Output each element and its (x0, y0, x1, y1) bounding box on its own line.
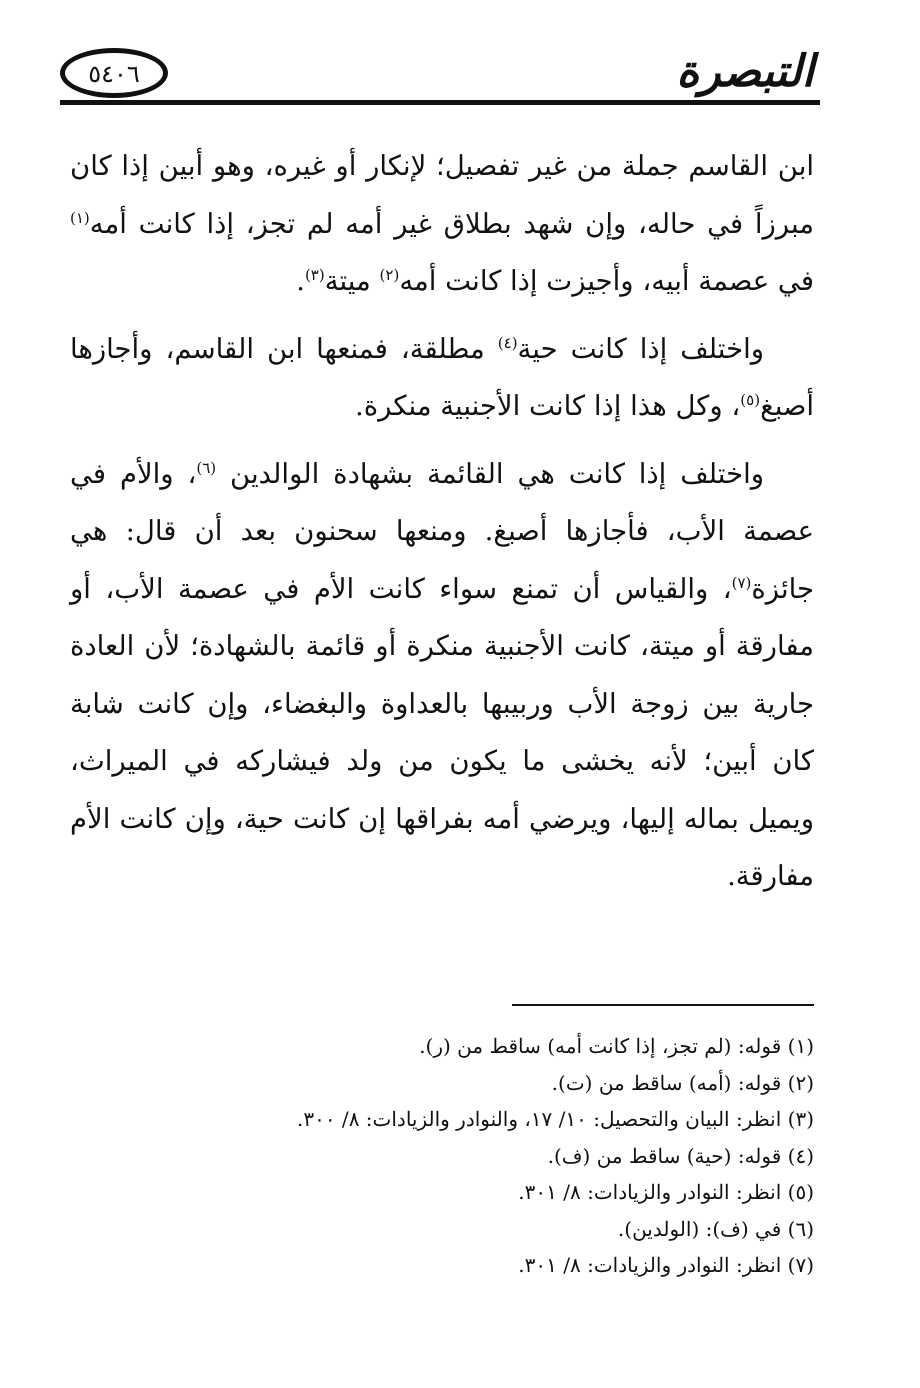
text-segment: ، والقياس أن تمنع سواء كانت الأم في عصمة الأب، أو مفارقة أو ميتة، كانت الأجنبية منكرة أو قائمة بالشهادة؛ لأن العادة جارية بين زوجة الأب وربيبها بالعداوة والبغضاء، وإن كانت شابة كان أبين؛ لأنه يخشى ما يكون من ولد فيشاركه في الميراث، ويميل بماله إليها، ويرضي أمه بفراقها إن كانت حية، وإن كانت الأم مفارقة. (70, 572, 814, 892)
footnote-4: (٤) قوله: (حية) ساقط من (ف). (547, 1143, 814, 1168)
footnote-2: (٢) قوله: (أمه) ساقط من (ت). (551, 1070, 814, 1095)
footnote-reference: (٧) (731, 573, 752, 592)
footnotes (114, 1028, 814, 1284)
page-number-badge (60, 48, 168, 98)
text-segment: ابن القاسم جملة من غير تفصيل؛ لإنكار أو غيره، وهو أبين إذا كان مبرزاً في حاله، وإن شهد بطلاق غير أمه لم تجز، إذا كانت أمه (70, 150, 814, 240)
text-segment: ، والأم في عصمة الأب، فأجازها أصبغ. ومنعها سحنون بعد أن قال: هي جائزة (70, 457, 814, 605)
page-header (60, 42, 820, 112)
footnote-reference: (٢) (379, 265, 400, 284)
footnote-reference: (٦) (196, 458, 217, 477)
footnote-1: (١) قوله: (لم تجز، إذا كانت أمه) ساقط من (ر). (419, 1034, 814, 1058)
book-title: التبصرة (676, 46, 814, 97)
text-segment: . (296, 265, 305, 297)
text-segment: واختلف إذا كانت هي القائمة بشهادة الوالدين (216, 457, 764, 490)
footnote-reference: (١) (70, 208, 90, 227)
footnote-6: (٦) في (ف): (الولدين). (617, 1216, 814, 1241)
paragraph-3 (70, 446, 814, 906)
page-number: ٥٤٠٦ (88, 60, 140, 88)
footnote-3: (٣) انظر: البيان والتحصيل: ١٠/ ١٧، والنوادر والزيادات: ٨/ ٣٠٠. (296, 1107, 814, 1131)
main-text (70, 138, 814, 916)
paragraph-2 (70, 321, 814, 436)
text-segment: واختلف إذا كانت حية (517, 332, 765, 365)
footnote-7: (٧) انظر: النوادر والزيادات: ٨/ ٣٠١. (518, 1253, 814, 1277)
header-rule (60, 100, 820, 105)
text-segment: في عصمة أبيه، وأجيزت إذا كانت أمه (399, 265, 814, 297)
text-segment: مطلقة، فمنعها ابن القاسم، وأجازها أصبغ (70, 332, 814, 422)
footnote-reference: (٥) (740, 390, 761, 409)
footnote-reference: (٤) (497, 333, 518, 352)
footnote-5: (٥) انظر: النوادر والزيادات: ٨/ ٣٠١. (518, 1180, 814, 1204)
text-segment: ميتة (324, 265, 380, 297)
text-segment: ، وكل هذا إذا كانت الأجنبية منكرة. (355, 390, 741, 422)
footnote-reference: (٣) (304, 265, 325, 284)
paragraph-1 (70, 138, 814, 311)
footnote-separator (512, 1004, 814, 1006)
